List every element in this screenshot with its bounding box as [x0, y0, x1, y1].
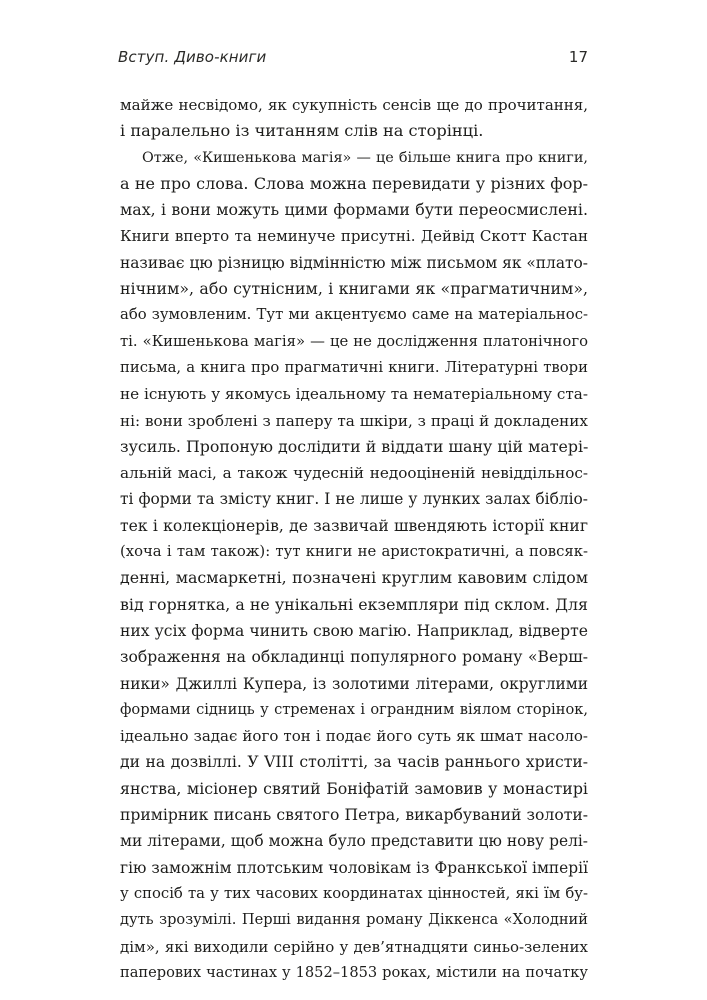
text-line: тек і колекціонерів, де зазвичай швендяють історії книг — [120, 516, 588, 535]
text-line: називає цю різницю відмінністю між письмом як «плато- — [120, 253, 588, 272]
text-line: формами сідниць у стременах і ограндним віялом сторінок, — [120, 700, 588, 718]
text-line: паперових частинах у 1852–1853 роках, містили на початку — [120, 963, 588, 981]
page-number: 17 — [568, 48, 588, 66]
text-line: ті форми та змісту книг. І не лише у лунких залах бібліо- — [120, 490, 588, 509]
text-line: майже несвідомо, як сукупність сенсів ще до прочитання, — [120, 96, 588, 114]
text-line: нічним», або сутнісним, і книгами як «прагматичним», — [120, 279, 588, 299]
text-line: ди на дозвіллі. У VIII столітті, за часів раннього христи- — [120, 753, 588, 772]
text-line: у спосіб та у тих часових координатах цінностей, які їм бу- — [120, 884, 588, 902]
text-line: письма, а книга про прагматичні книги. Літературні твори — [120, 358, 588, 376]
running-head — [118, 48, 588, 70]
text-line: них усіх форма чинить свою магію. Наприклад, відверте — [120, 621, 588, 640]
text-line: від горнятка, а не унікальні екземпляри під склом. Для — [120, 594, 588, 614]
text-line: зусиль. Пропоную дослідити й віддати шану цій матері- — [120, 436, 589, 456]
text-line: мах, і вони можуть цими формами бути переосмислені. — [120, 200, 588, 220]
text-line: ідеально задає його тон і подає його суть як шмат насоло- — [120, 727, 588, 746]
text-line: не існують у якомусь ідеальному та нематеріальному ста- — [120, 385, 588, 404]
text-line: Отже, «Кишенькова магія» — це більше книга про книги, — [142, 149, 588, 166]
text-line: примірник писань святого Петра, викарбуваний золоти- — [120, 806, 588, 825]
text-line: дуть зрозумілі. Перші видання роману Діккенса «Холодний — [120, 911, 588, 929]
text-line: ні: вони зроблені з паперу та шкіри, з праці й докладених — [120, 411, 588, 430]
running-title: Вступ. Диво-книги — [118, 48, 267, 66]
text-line: гію заможнім плотським чоловікам із Франкської імперії — [120, 858, 588, 877]
text-line: ники» Джиллі Купера, із золотими літерами, округлими — [120, 674, 588, 693]
text-line: ми літерами, щоб можна було представити цю нову релі- — [120, 832, 588, 851]
text-line: зображення на обкладинці популярного роману «Верш- — [120, 648, 588, 667]
text-line: дім», які виходили серійно у дев’ятнадцяти синьо-зелених — [120, 937, 588, 956]
text-line: а не про слова. Слова можна перевидати у різних фор- — [120, 173, 588, 193]
text-line: (хоча і там також): тут книги не аристократичні, а повсяк- — [120, 543, 588, 561]
text-line: альній масі, а також чудесній недооціненій невіддільнос- — [120, 464, 588, 483]
text-line: денні, масмаркетні, позначені круглим кавовим слідом — [120, 568, 588, 588]
text-line: ті. «Кишенькова магія» — це не дослідження платонічного — [120, 332, 588, 350]
text-line: або зумовленим. Тут ми акцентуємо саме на матеріальнос- — [120, 306, 588, 324]
text-line: янства, місіонер святий Боніфатій замовив у монастирі — [120, 778, 588, 798]
text-line: і паралельно із читанням слів на сторінці. — [120, 121, 484, 141]
text-line: Книги вперто та неминуче присутні. Дейвід Скотт Кастан — [120, 227, 588, 246]
body-text — [120, 92, 588, 986]
